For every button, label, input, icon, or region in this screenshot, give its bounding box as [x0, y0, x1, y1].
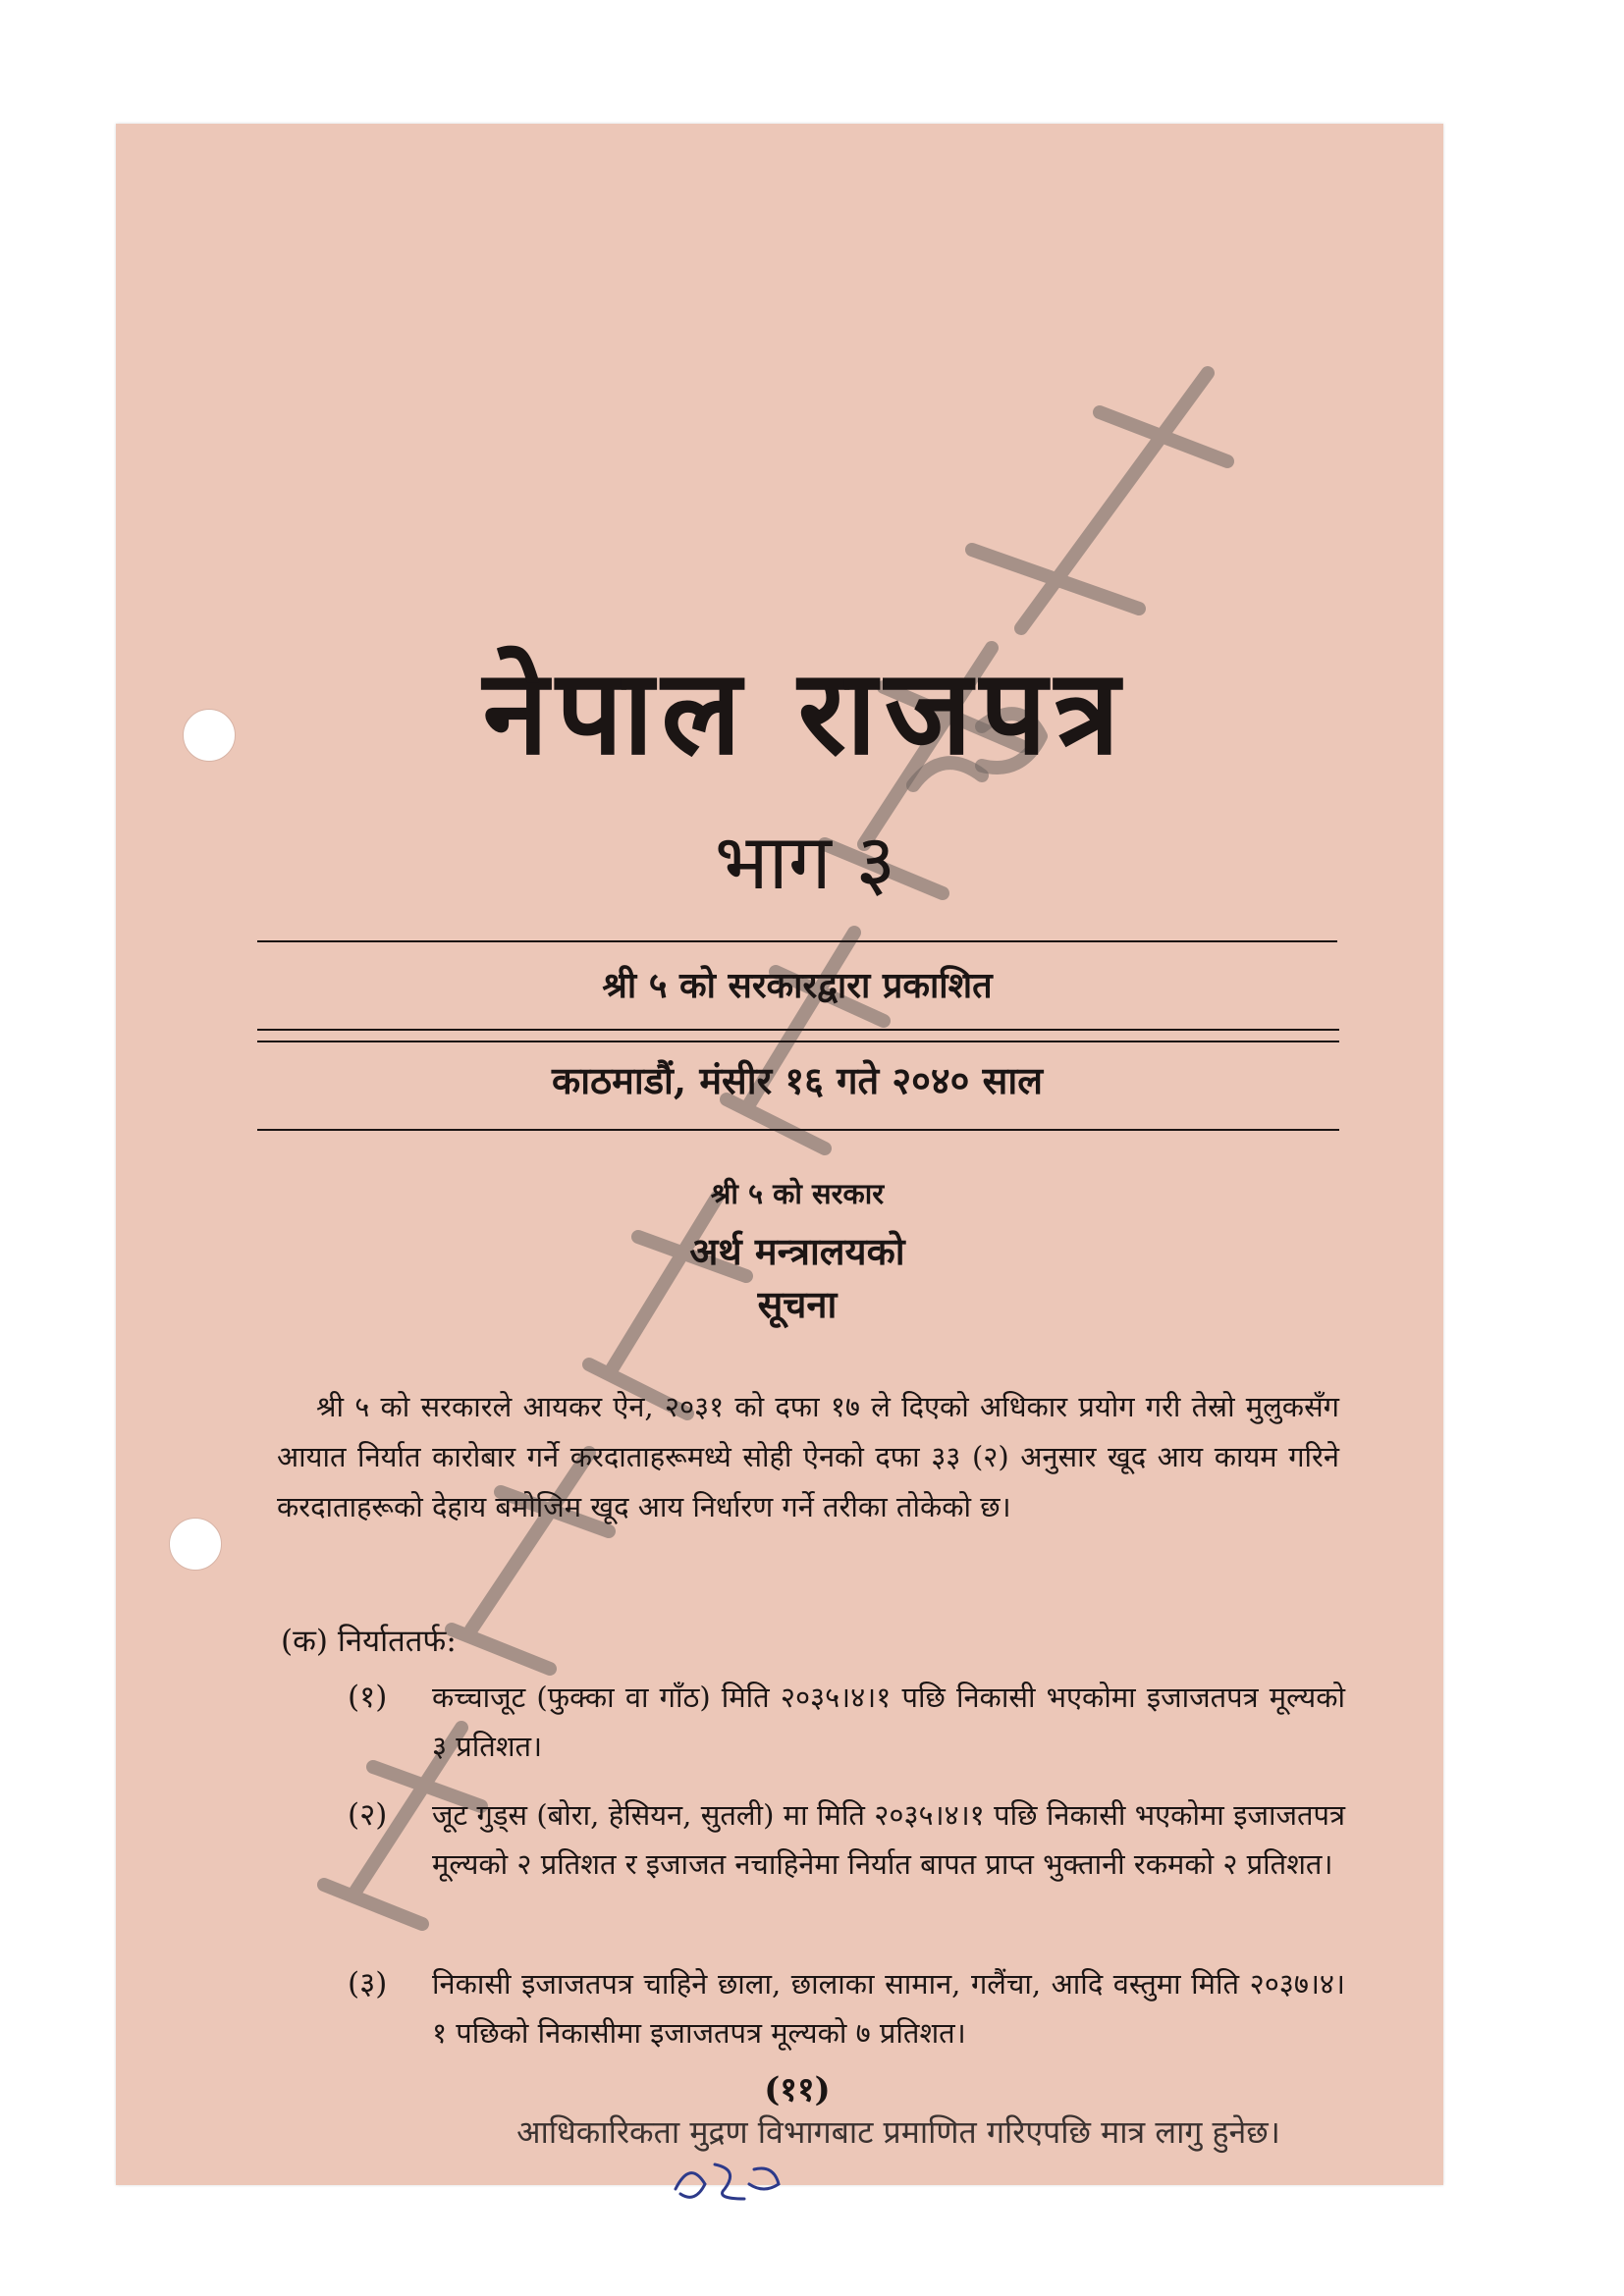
divider [257, 1129, 1339, 1131]
gazette-part-number: भाग ३ [714, 819, 896, 907]
notice-heading: सूचना [757, 1282, 838, 1326]
divider [257, 1041, 1339, 1042]
issuing-government: श्री ५ को सरकार [710, 1177, 885, 1210]
authentication-note: आधिकारिकता मुद्रण विभागबाट प्रमाणित गरिएपछि मात्र लागु हुनेछ। [516, 2113, 1280, 2151]
gazette-title: नेपाल राजपत्र [482, 643, 1128, 781]
publisher-line: श्री ५ को सरकारद्वारा प्रकाशित [602, 965, 993, 1006]
list-item-number: (१) [348, 1680, 388, 1715]
list-item [348, 1790, 1345, 1889]
list-item-text: निकासी इजाजतपत्र चाहिने छाला, छालाका सामान, गलैंचा, आदि वस्तुमा मिति २०३७।४।१ पछिको निकासीमा इजाजतपत्र मूल्यको ७ प्रतिशत। [432, 1967, 1345, 2050]
handwritten-mark [636, 2150, 833, 2209]
divider [257, 1029, 1339, 1031]
divider [257, 940, 1337, 942]
ministry-name: अर्थ मन्त्रालयको [689, 1229, 905, 1273]
list-item [348, 1959, 1345, 2057]
list-item-text: जूट गुड्स (बोरा, हेसियन, सुतली) मा मिति २०३५।४।१ पछि निकासी भएकोमा इजाजतपत्र मूल्यको २ प्रतिशत र इजाजत नचाहिनेमा निर्यात बापत प्राप्त भुक्तानी रकमको २ प्रतिशत। [432, 1798, 1345, 1881]
punch-hole [183, 709, 236, 762]
page-number: (११) [764, 2070, 831, 2109]
punch-hole [169, 1518, 222, 1571]
list-item-number: (२) [348, 1797, 388, 1833]
list-item-number: (३) [348, 1966, 388, 2002]
publication-date: काठमाडौं, मंसीर १६ गते २०४० साल [552, 1058, 1043, 1102]
notice-intro-paragraph: श्री ५ को सरकारले आयकर ऐन, २०३१ को दफा १७ ले दिएको अधिकार प्रयोग गरी तेस्रो मुलुकसँग आयात निर्यात कारोबार गर्ने करदाताहरूमध्ये सोही ऐनको दफा ३३ (२) अनुसार खूद आय कायम गरिने करदाताहरूको देहाय बमोजिम खूद आय निर्धारण गर्ने तरीका तोकेको छ। [277, 1390, 1339, 1523]
section-heading-exports: (क) निर्याततर्फ: [281, 1624, 457, 1659]
list-item [348, 1673, 1345, 1771]
list-item-text: कच्चाजूट (फुक्का वा गाँठ) मिति २०३५।४।१ पछि निकासी भएकोमा इजाजतपत्र मूल्यको ३ प्रतिशत। [432, 1681, 1345, 1763]
